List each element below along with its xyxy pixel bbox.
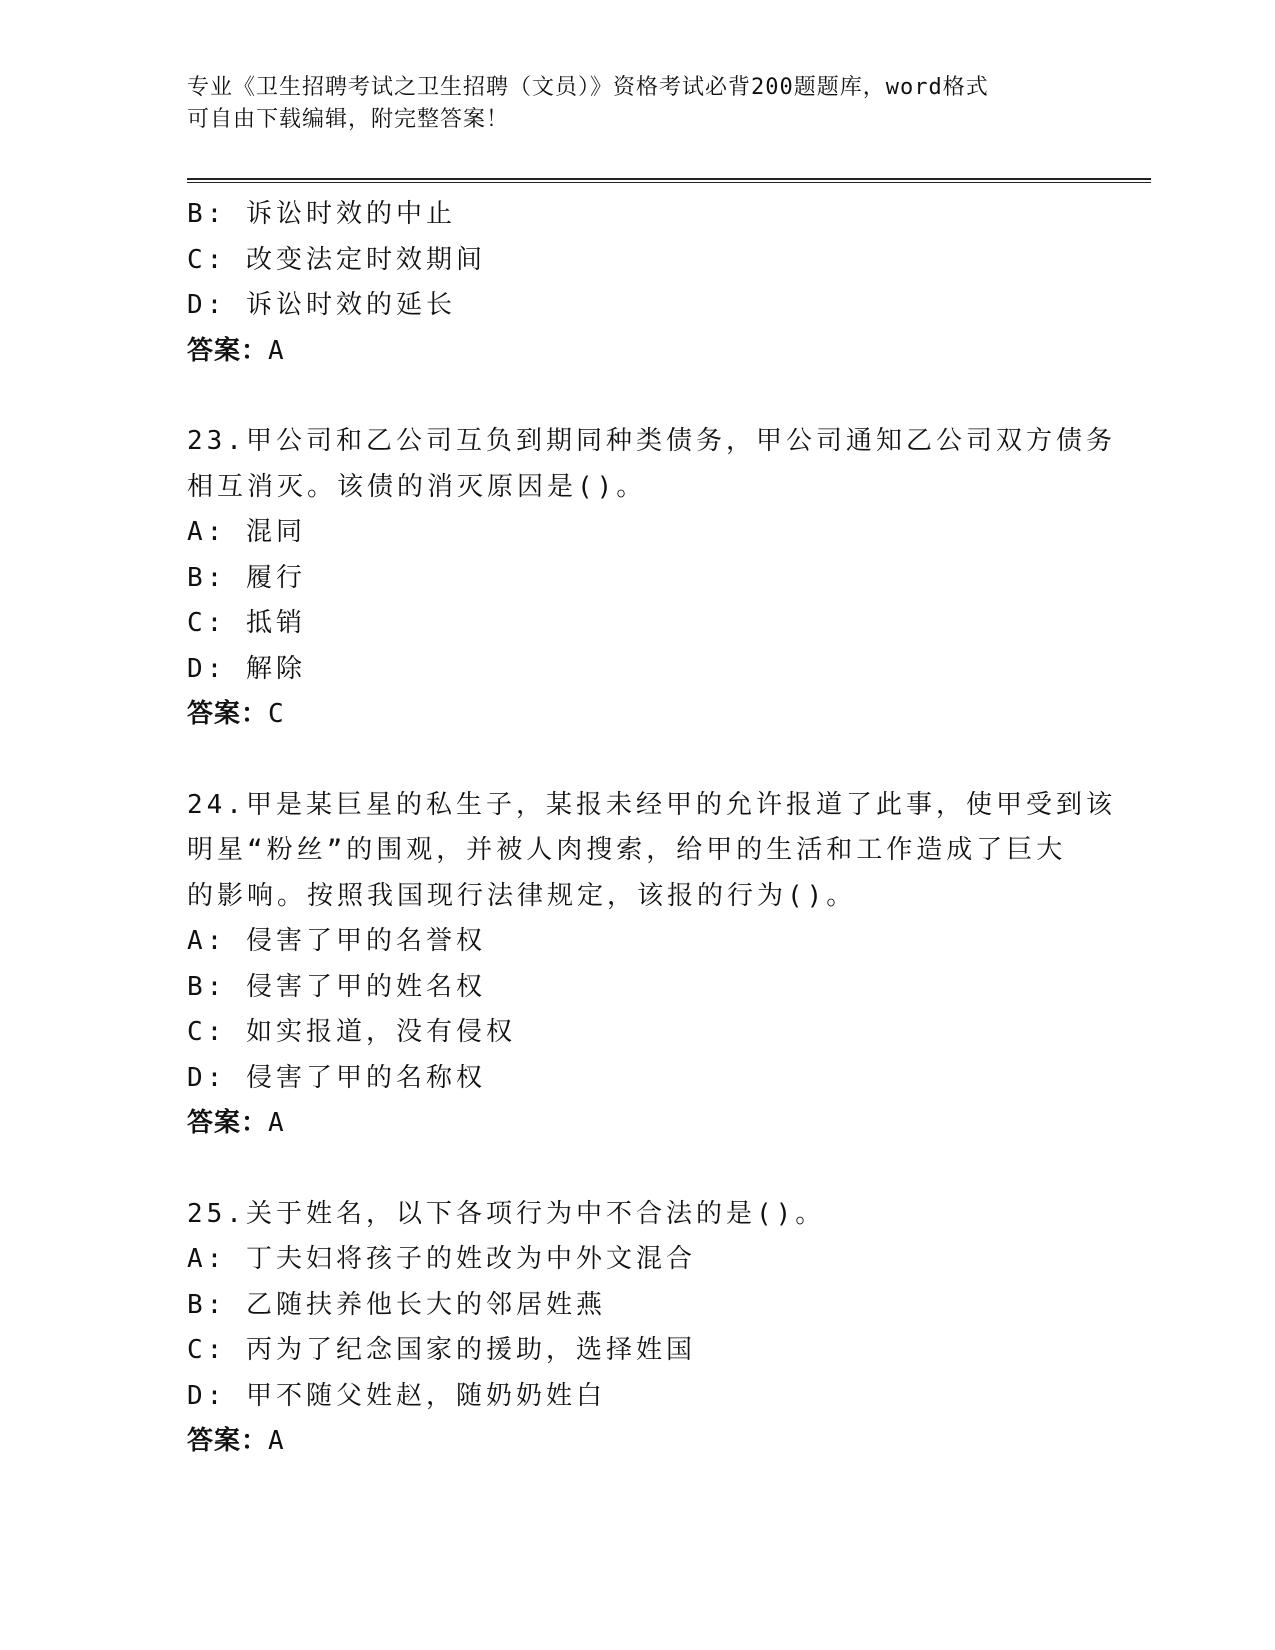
option-letter: D: [187, 290, 227, 320]
option-letter: C: [187, 608, 227, 638]
answer-value: A [268, 1108, 288, 1138]
option-d [187, 1374, 1087, 1420]
header-divider [187, 178, 1151, 183]
document-body [187, 192, 1116, 1465]
option-b [187, 556, 1087, 602]
answer-label: 答案： [187, 699, 269, 729]
option-c [187, 1010, 1087, 1056]
option-text: 抵销 [245, 608, 306, 638]
option-text: 诉讼时效的延长 [245, 290, 456, 320]
question-stem-line: 明星“粉丝”的围观，并被人肉搜索，给甲的生活和工作造成了巨大 [187, 835, 1067, 865]
header-line-2: 可自由下载编辑，附完整答案！ [187, 107, 510, 132]
option-text: 丁夫妇将孩子的姓改为中外文混合 [245, 1244, 696, 1274]
option-d [187, 283, 1087, 329]
option-letter: D: [187, 1062, 227, 1093]
option-letter: A: [187, 926, 227, 956]
option-letter: C: [187, 1017, 227, 1047]
answer-line [187, 329, 1087, 375]
option-text: 混同 [245, 517, 306, 547]
option-text: 乙随扶养他长大的邻居姓燕 [245, 1289, 606, 1320]
question-23 [187, 419, 1116, 738]
option-letter: A: [187, 1244, 227, 1274]
question-22-continuation [187, 192, 1087, 374]
option-text: 侵害了甲的名称权 [245, 1062, 486, 1093]
answer-value: C [268, 699, 288, 729]
answer-line [187, 1101, 1087, 1147]
answer-line [187, 692, 1087, 738]
question-25 [187, 1192, 1087, 1465]
option-d [187, 1056, 1087, 1102]
answer-value: A [268, 335, 288, 366]
option-d [187, 647, 1087, 693]
option-letter: B: [187, 1289, 227, 1320]
option-a [187, 510, 1087, 556]
option-text: 解除 [245, 653, 306, 684]
option-letter: B: [187, 562, 227, 593]
option-text: 履行 [245, 562, 306, 593]
option-text: 丙为了纪念国家的援助，选择姓国 [245, 1335, 696, 1365]
option-c [187, 238, 1087, 284]
option-letter: A: [187, 517, 227, 547]
option-letter: D: [187, 1380, 227, 1411]
option-text: 如实报道，没有侵权 [245, 1017, 516, 1047]
option-text: 改变法定时效期间 [245, 244, 486, 275]
option-text: 诉讼时效的中止 [245, 199, 456, 229]
question-stem-line: 24.甲是某巨星的私生子，某报未经甲的允许报道了此事，使甲受到该 [187, 789, 1116, 820]
option-text: 甲不随父姓赵，随奶奶姓白 [245, 1380, 606, 1411]
option-b [187, 192, 1087, 238]
answer-label: 答案： [187, 1108, 269, 1138]
option-text: 侵害了甲的姓名权 [245, 971, 486, 1002]
question-24 [187, 783, 1116, 1147]
option-a [187, 1237, 1087, 1283]
answer-label: 答案： [187, 1426, 269, 1456]
option-a [187, 919, 1087, 965]
header-line-1: 专业《卫生招聘考试之卫生招聘（文员）》资格考试必背200题题库，word格式 [187, 75, 989, 100]
question-stem-line: 相互消灭。该债的消灭原因是()。 [187, 471, 647, 502]
answer-line [187, 1419, 1087, 1465]
option-text: 侵害了甲的名誉权 [245, 926, 486, 956]
question-stem-line: 25.关于姓名，以下各项行为中不合法的是()。 [187, 1198, 826, 1229]
option-c [187, 601, 1087, 647]
option-letter: B: [187, 971, 227, 1002]
page-header [187, 72, 1087, 136]
option-c [187, 1328, 1087, 1374]
option-letter: B: [187, 199, 227, 229]
question-stem-line: 的影响。按照我国现行法律规定，该报的行为()。 [187, 880, 857, 911]
option-b [187, 965, 1087, 1011]
option-letter: D: [187, 653, 227, 684]
answer-value: A [268, 1426, 288, 1456]
question-stem-line: 23.甲公司和乙公司互负到期同种类债务，甲公司通知乙公司双方债务 [187, 426, 1116, 456]
option-letter: C: [187, 244, 227, 275]
answer-label: 答案： [187, 335, 269, 366]
option-letter: C: [187, 1335, 227, 1365]
option-b [187, 1283, 1087, 1329]
